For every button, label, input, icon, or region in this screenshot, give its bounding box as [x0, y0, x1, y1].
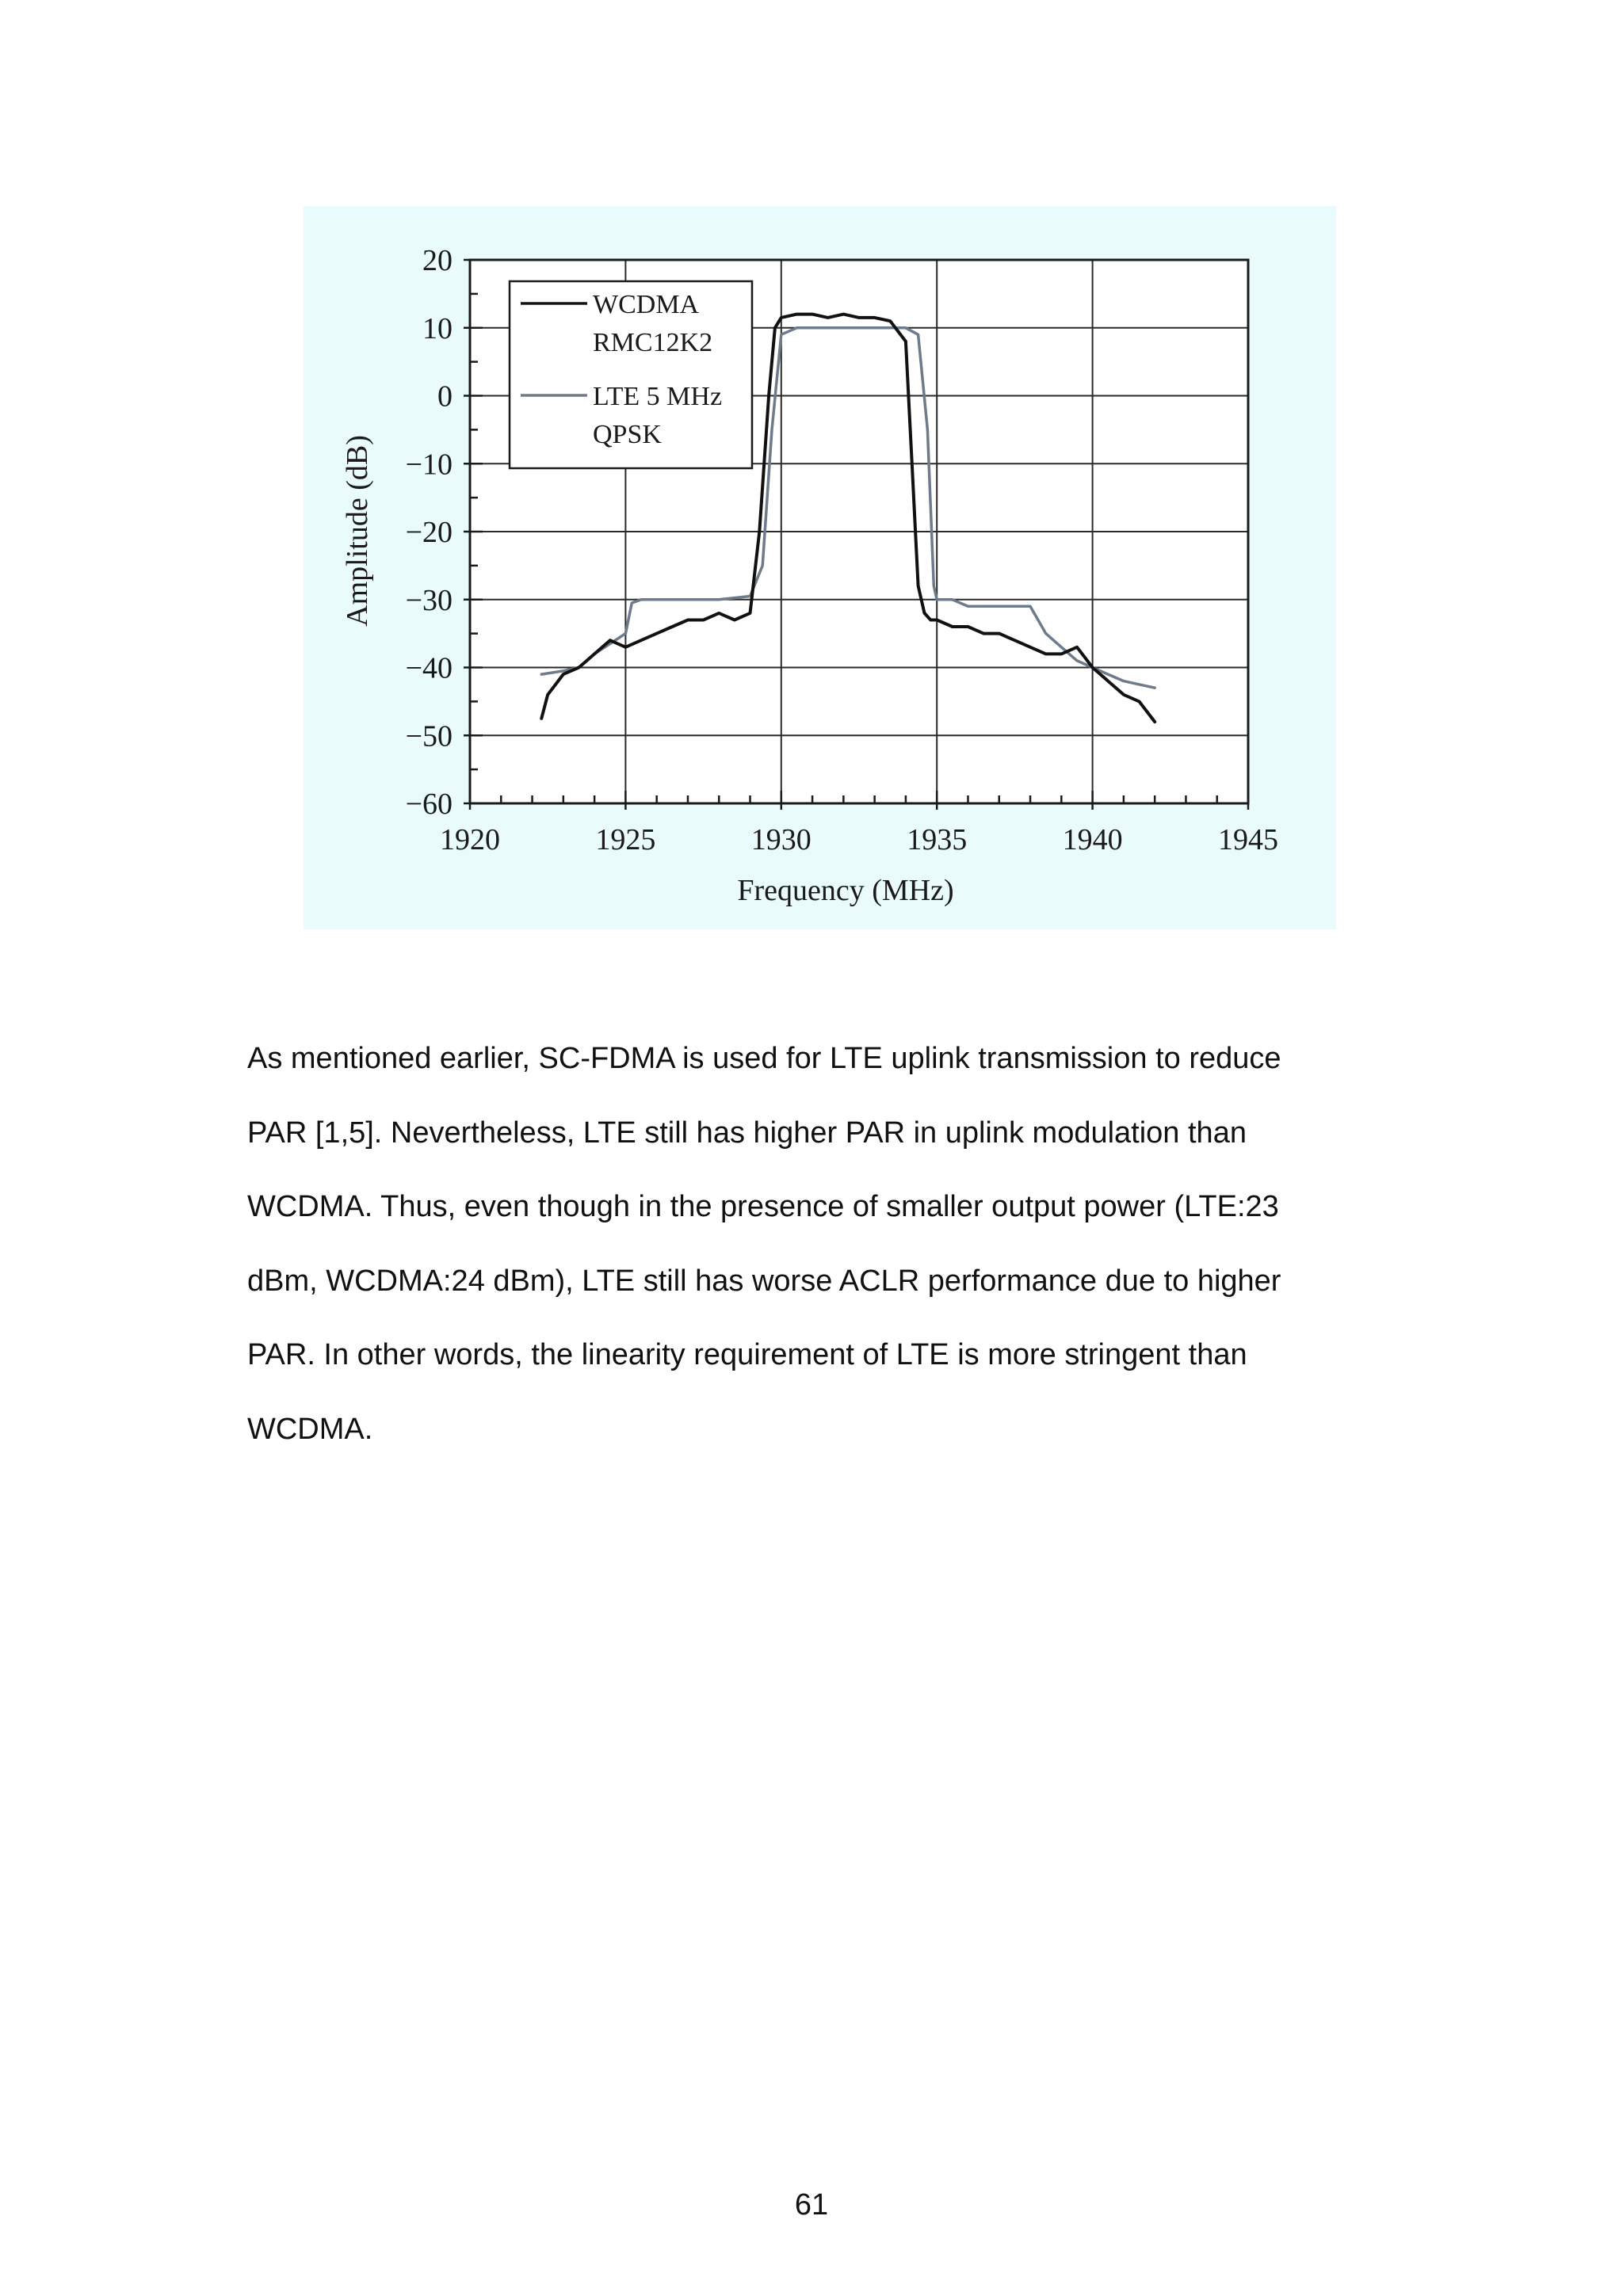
- x-tick-label: 1945: [1218, 823, 1278, 856]
- paragraph-line: PAR. In other words, the linearity requirement of LTE is more stringent than: [247, 1338, 1247, 1371]
- y-tick-label: 10: [422, 311, 453, 345]
- y-tick-label: −60: [405, 788, 453, 821]
- paragraph-line: PAR [1,5]. Nevertheless, LTE still has higher PAR in uplink modulation than: [247, 1116, 1247, 1150]
- y-axis-label: Amplitude (dB): [341, 435, 374, 627]
- x-tick-label: 1935: [907, 823, 968, 856]
- paragraph-line: As mentioned earlier, SC-FDMA is used for LTE uplink transmission to reduce: [247, 1042, 1281, 1075]
- y-tick-label: 0: [437, 379, 453, 414]
- chart-legend: [510, 281, 752, 468]
- legend-label: WCDMA: [593, 290, 700, 319]
- y-tick-label: −40: [405, 651, 453, 685]
- legend-label: RMC12K2: [593, 328, 713, 357]
- y-tick-label: −20: [405, 516, 453, 549]
- body-paragraph: [247, 1022, 1388, 1466]
- x-tick-label: 1940: [1062, 823, 1123, 856]
- legend-label: QPSK: [593, 420, 662, 449]
- amplitude-frequency-figure: [304, 206, 1336, 929]
- y-tick-label: −10: [405, 448, 453, 482]
- legend-label: LTE 5 MHz: [593, 382, 723, 411]
- y-tick-label: −30: [405, 583, 453, 617]
- y-tick-label: 20: [422, 244, 453, 277]
- x-tick-label: 1925: [595, 823, 656, 856]
- paragraph-line: WCDMA. Thus, even though in the presence of smaller output power (LTE:23: [247, 1190, 1279, 1223]
- x-axis-label: Frequency (MHz): [737, 874, 954, 907]
- paragraph-line: WCDMA.: [247, 1412, 373, 1446]
- y-tick-label: −50: [405, 719, 453, 753]
- paragraph-line: dBm, WCDMA:24 dBm), LTE still has worse ACLR performance due to higher: [247, 1264, 1281, 1298]
- amplitude-frequency-chart: [304, 206, 1336, 929]
- x-tick-label: 1930: [750, 823, 812, 856]
- page-number: 61: [794, 2188, 829, 2222]
- x-tick-label: 1920: [440, 823, 500, 856]
